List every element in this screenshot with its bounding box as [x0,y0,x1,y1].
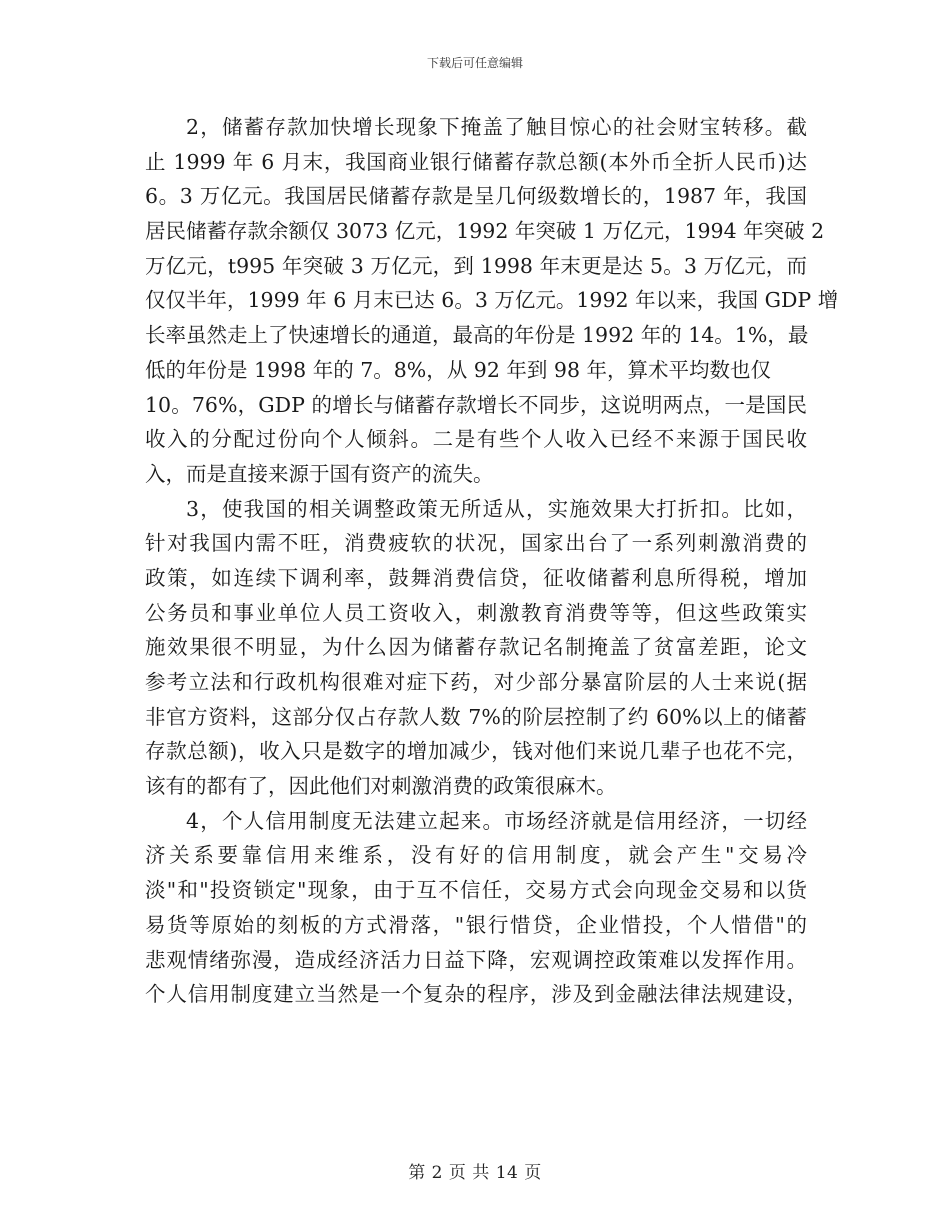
page-header: 下载后可任意编辑 [426,56,523,70]
text-line: 万亿元，t995 年突破 3 万亿元，到 1998 年末更是达 5。3 万亿元，而 [145,253,807,278]
text-line: 4，个人信用制度无法建立起来。市场经济就是信用经济，一切经 [186,808,807,833]
text-line: 易货等原始的刻板的方式滑落，"银行惜贷，企业惜投，个人惜借"的 [145,912,807,937]
text-line: 该有的都有了，因此他们对刺激消费的政策很麻木。 [145,774,617,799]
paragraph-3 [145,492,807,804]
text-line: 淡"和"投资锁定"现象，由于互不信任，交易方式会向现金交易和以货 [145,878,807,903]
text-line: 仅仅半年，1999 年 6 月末已达 6。3 万亿元。1992 年以来，我国 GDP 增 [145,288,839,313]
text-line: 入，而是直接来源于国有资产的流失。 [145,461,494,486]
text-line: 收入的分配过份向个人倾斜。二是有些个人收入已经不来源于国民收 [145,427,807,452]
text-line: 参考立法和行政机构很难对症下药，对少部分暴富阶层的人士来说(据 [145,670,807,694]
text-line: 居民储蓄存款余额仅 3073 亿元，1992 年突破 1 万亿元，1994 年突破 2 [145,219,825,244]
text-line: 存款总额)，收入只是数字的增加减少，钱对他们来说几辈子也花不完， [145,739,807,764]
text-line: 济关系要靠信用来维系，没有好的信用制度，就会产生"交易冷 [145,843,807,868]
text-line: 悲观情绪弥漫，造成经济活力日益下降，宏观调控政策难以发挥作用。 [145,947,807,972]
text-line: 非官方资料，这部分仅占存款人数 7%的阶层控制了约 60%以上的储蓄 [145,704,807,729]
text-line: 个人信用制度建立当然是一个复杂的程序，涉及到金融法律法规建设， [145,982,807,1007]
document-body [145,110,839,1012]
paragraph-4 [145,804,807,1012]
text-line: 3，使我国的相关调整政策无所适从，实施效果大打折扣。比如， [186,496,807,521]
text-line: 公务员和事业单位人员工资收入，刺激教育消费等等，但这些政策实 [145,600,807,625]
text-line: 针对我国内需不旺，消费疲软的状况，国家出台了一系列刺激消费的 [145,531,807,556]
text-line: 2，储蓄存款加快增长现象下掩盖了触目惊心的社会财宝转移。截 [186,115,807,139]
text-line: 6。3 万亿元。我国居民储蓄存款是呈几何级数增长的，1987 年，我国 [145,184,807,209]
text-line: 施效果很不明显，为什么因为储蓄存款记名制掩盖了贫富差距，论文 [145,635,807,660]
text-line: 止 1999 年 6 月末，我国商业银行储蓄存款总额(本外币全折人民币)达 [145,149,807,174]
text-line: 长率虽然走上了快速增长的通道，最高的年份是 1992 年的 14。1%，最 [145,323,809,348]
page-number: 第 2 页 共 14 页 [408,1163,542,1183]
text-line: 政策，如连续下调利率，鼓舞消费信贷，征收储蓄利息所得税，增加 [145,565,807,590]
paragraph-2 [145,110,839,492]
text-line: 10。76%，GDP 的增长与储蓄存款增长不同步，这说明两点，一是国民 [145,392,807,417]
text-line: 低的年份是 1998 年的 7。8%，从 92 年到 98 年，算术平均数也仅 [145,357,772,382]
